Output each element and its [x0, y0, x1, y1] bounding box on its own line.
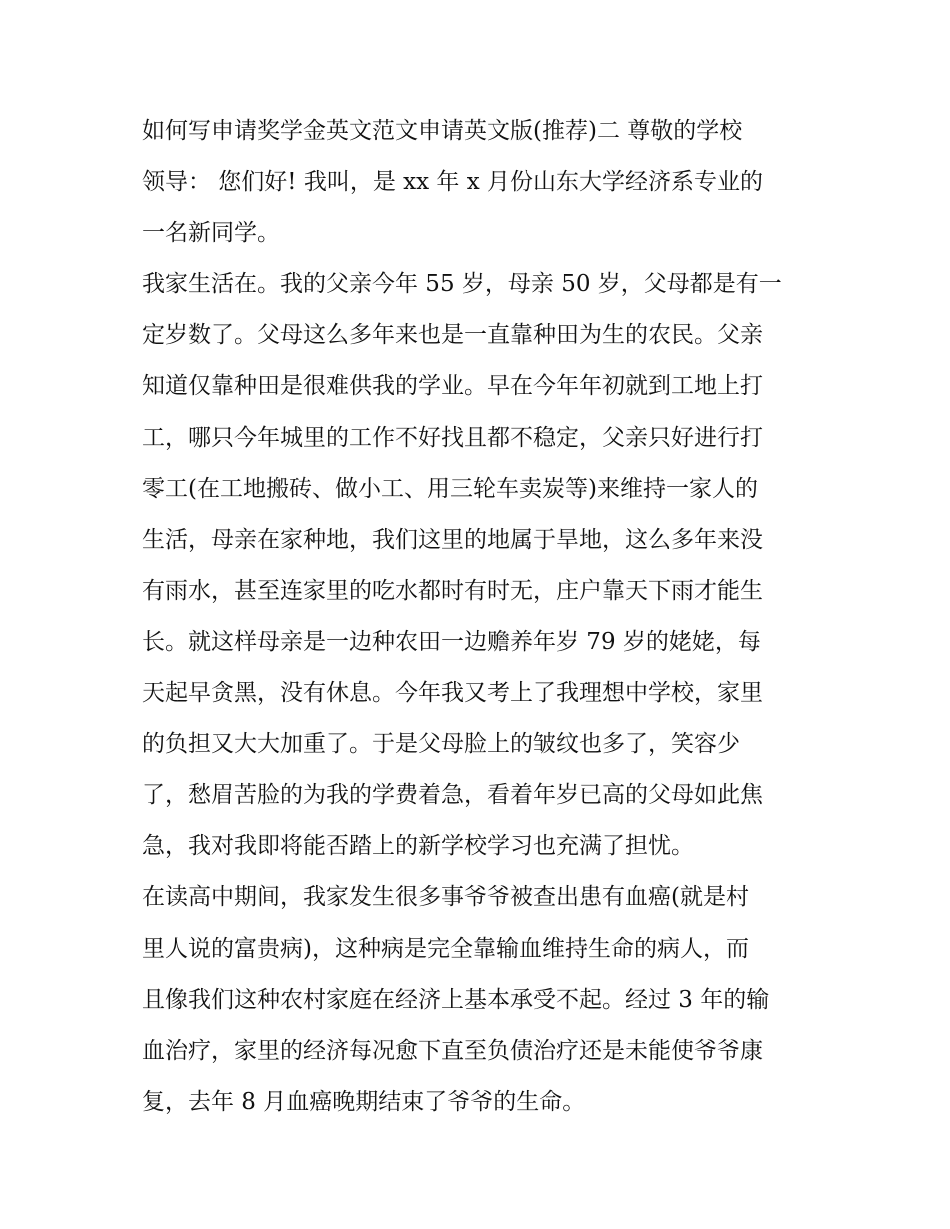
text-line: 领导： 您们好! 我叫，是 xx 年 x 月份山东大学经济系专业的	[142, 169, 764, 196]
text-line: 且像我们这种农村家庭在经济上基本承受不起。经过 3 年的输	[142, 986, 770, 1013]
text-line: 血治疗，家里的经济每况愈下直至负债治疗还是未能使爷爷康	[142, 1037, 763, 1064]
text-line: 复，去年 8 月血癌晚期结束了爷爷的生命。	[142, 1088, 586, 1115]
text-line: 天起早贪黑，没有休息。今年我又考上了我理想中学校，家里	[142, 680, 763, 707]
text-line: 急，我对我即将能否踏上的新学校学习也充满了担忧。	[142, 833, 694, 860]
text-line: 里人说的富贵病)，这种病是完全靠输血维持生命的病人，而	[142, 935, 749, 962]
text-line: 定岁数了。父母这么多年来也是一直靠种田为生的农民。父亲	[142, 322, 763, 349]
document-body	[142, 108, 822, 1130]
text-line: 一名新同学。	[142, 220, 280, 247]
paragraph-family	[142, 261, 822, 874]
text-line: 生活，母亲在家种地，我们这里的地属于旱地，这么多年来没	[142, 526, 763, 553]
text-line: 知道仅靠种田是很难供我的学业。早在今年年初就到工地上打	[142, 373, 763, 400]
text-line: 有雨水，甚至连家里的吃水都时有时无，庄户靠天下雨才能生	[142, 577, 763, 604]
text-line: 了，愁眉苦脸的为我的学费着急，看着年岁已高的父母如此焦	[142, 782, 763, 809]
text-line: 的负担又大大加重了。于是父母脸上的皱纹也多了，笑容少	[142, 731, 740, 758]
paragraph-grandfather	[142, 874, 822, 1129]
text-line: 如何写申请奖学金英文范文申请英文版(推荐)二 尊敬的学校	[142, 118, 743, 144]
text-line: 在读高中期间，我家发生很多事爷爷被查出患有血癌(就是村	[142, 884, 749, 911]
text-line: 工，哪只今年城里的工作不好找且都不稳定，父亲只好进行打	[142, 424, 763, 451]
paragraph-intro	[142, 108, 822, 261]
text-line: 我家生活在。我的父亲今年 55 岁，母亲 50 岁，父母都是有一	[142, 271, 782, 298]
text-line: 零工(在工地搬砖、做小工、用三轮车卖炭等)来维持一家人的	[142, 475, 758, 502]
text-line: 长。就这样母亲是一边种农田一边赡养年岁 79 岁的姥姥，每	[142, 628, 761, 655]
